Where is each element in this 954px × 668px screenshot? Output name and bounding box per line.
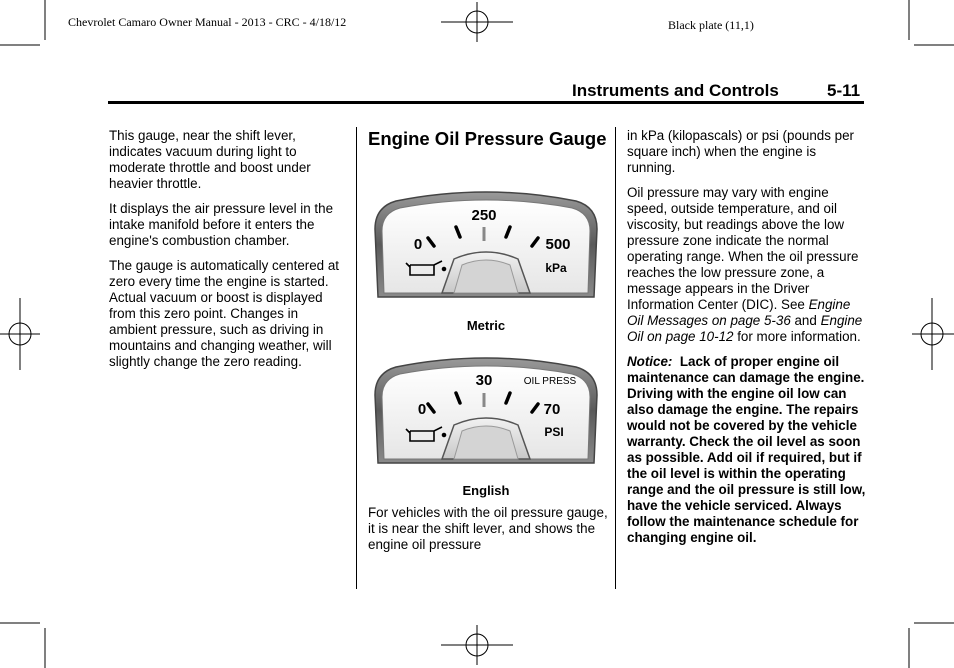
registration-target-right (912, 298, 954, 370)
caption-metric: Metric (466, 318, 506, 333)
gauge-english-min-label: 0 (417, 401, 427, 418)
notice-text: Lack of proper engine oil maintenance can damage the engine. Driving with the engine oil low can also damage the engine. The repairs would not be covered by the vehicle warranty. Check the oil level as soon as possible. Add oil if required, but if the oil level is within the operating range and the oil pressure is still low, have the vehicle serviced. Always follow the maintenance schedule for changing engine oil. (627, 354, 866, 545)
paragraph-boost-gauge-intro: This gauge, near the shift lever, indicates vacuum during light to moderate throttle and boost under heavier throttle. (109, 128, 311, 191)
gauge-english-label: OIL PRESS (523, 376, 577, 387)
column-1 (109, 128, 349, 379)
link-engine-oil-messages[interactable]: Engine Oil Messages on page 5-36 (627, 297, 851, 328)
running-head-section: Instruments and Controls (572, 81, 779, 100)
paragraph-air-pressure: It displays the air pressure level in the intake manifold before it enters the engine's combustion chamber. (109, 201, 334, 248)
registration-target-bottom (441, 625, 513, 665)
oil-pressure-text: Oil pressure may vary with engine speed, outside temperature, and oil viscosity, but readings above the low pressure zone indicate the normal operating range. When the oil pressure reaches the low pressure zone, a message appears in the Driver Information Center (DIC). See (627, 185, 859, 312)
print-header-right: Black plate (11,1) (668, 18, 754, 32)
gauge-metric-unit-label: kPa (545, 261, 567, 275)
gauge-metric-mid-label: 250 (471, 207, 497, 224)
gauge-english-mid-label: 30 (475, 372, 493, 389)
header-rule (108, 101, 864, 104)
gauge-english-max-label: 70 (543, 401, 561, 418)
gauge-english-unit-label: PSI (544, 425, 564, 439)
caption-english: English (462, 483, 510, 498)
column-3 (627, 128, 867, 555)
print-header-left: Chevrolet Camaro Owner Manual - 2013 - CRC - 4/18/12 (68, 15, 347, 29)
gauge-metric-max-label: 500 (545, 236, 571, 253)
column-divider-1 (356, 127, 357, 589)
gauge-illustration-english (372, 355, 600, 467)
registration-target-top (441, 2, 513, 42)
paragraph-zero-reading: The gauge is automatically centered at zero every time the engine is started. Actual vacuum or boost is displayed from this zero point. Changes in ambient pressure, such as driving in mountains and changing weather, will slightly change the zero reading. (109, 258, 340, 369)
section-title: Engine Oil Pressure Gauge (368, 128, 607, 149)
registration-target-left (0, 298, 40, 370)
more-info-text: for more information. (733, 329, 861, 344)
column-divider-2 (615, 127, 616, 589)
and-text: and (790, 313, 821, 328)
paragraph-gauge-location: For vehicles with the oil pressure gauge, it is near the shift lever, and shows the engine oil pressure (368, 505, 608, 552)
paragraph-units: in kPa (kilopascals) or psi (pounds per square inch) when the engine is running. (627, 128, 855, 175)
running-head-page-number: 5-11 (827, 81, 861, 100)
column-2-text (368, 505, 608, 562)
notice-label: Notice: (627, 354, 673, 369)
paragraph-oil-pressure-variation (627, 185, 867, 345)
notice-block (627, 354, 867, 546)
gauge-metric-min-label: 0 (413, 236, 423, 253)
gauge-illustration-metric (372, 189, 600, 301)
link-engine-oil[interactable]: Engine Oil on page 10-12 (627, 313, 863, 344)
